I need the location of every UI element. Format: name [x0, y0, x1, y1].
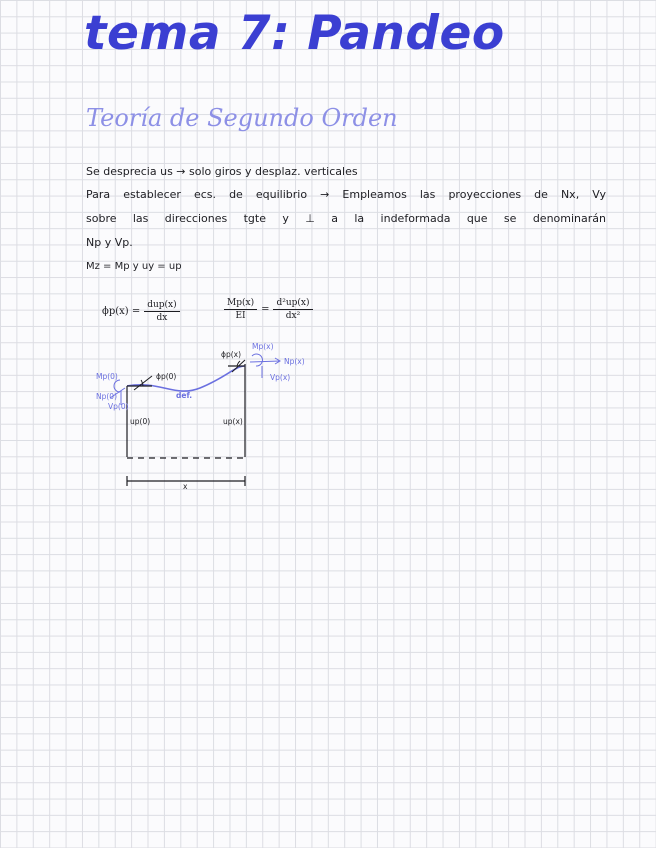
eq2-rhs-denominator: dx²	[285, 311, 301, 321]
text-line-1: Se desprecia us → solo giros y desplaz. verticales	[86, 165, 358, 178]
eq2-denominator: EI	[235, 311, 246, 321]
text-line-5: Mz = Mp y uy = up	[86, 261, 182, 272]
left-moment-arrow	[114, 380, 120, 392]
eq2-numerator: Mp(x)	[224, 298, 257, 310]
label-deformed: def.	[176, 391, 193, 400]
label-left-shear: Vp(0)	[108, 402, 129, 411]
text-line-3: sobre las direcciones tgte y ⊥ a la indeformada que se denominarán	[86, 212, 606, 225]
eq2-rhs-numerator: d²up(x)	[273, 298, 312, 310]
section-subtitle: Teoría de Segundo Orden	[86, 104, 398, 132]
right-axial-arrow	[250, 361, 280, 362]
page-title: tema 7: Pandeo	[84, 6, 505, 61]
label-right-axial: Np(x)	[284, 357, 305, 366]
label-right-rotation: ϕp(x)	[221, 350, 241, 359]
label-right-shear: Vp(x)	[270, 373, 291, 382]
left-tangent-line	[134, 376, 152, 390]
label-span: x	[183, 482, 188, 491]
right-moment-arrow	[252, 354, 262, 366]
text-line-4: Np y Vp.	[86, 236, 133, 249]
deformed-beam-curve	[127, 366, 245, 391]
eq1-denominator: dx	[156, 313, 168, 323]
label-left-rotation: ϕp(0)	[156, 372, 177, 381]
text-line-2: Para establecer ecs. de equilibrio → Empleamos las proyecciones de Nx, Vy	[86, 188, 606, 201]
eq1-numerator: dup(x)	[144, 300, 179, 312]
eq2-equals: =	[261, 304, 270, 315]
label-right-displacement: up(x)	[223, 417, 243, 426]
label-right-moment: Mp(x)	[252, 342, 274, 351]
label-left-displacement: up(0)	[130, 417, 151, 426]
label-left-moment: Mp(0)	[96, 372, 118, 381]
label-left-axial: Np(0)	[96, 392, 117, 401]
eq1-lhs: ϕp(x) =	[102, 306, 141, 317]
